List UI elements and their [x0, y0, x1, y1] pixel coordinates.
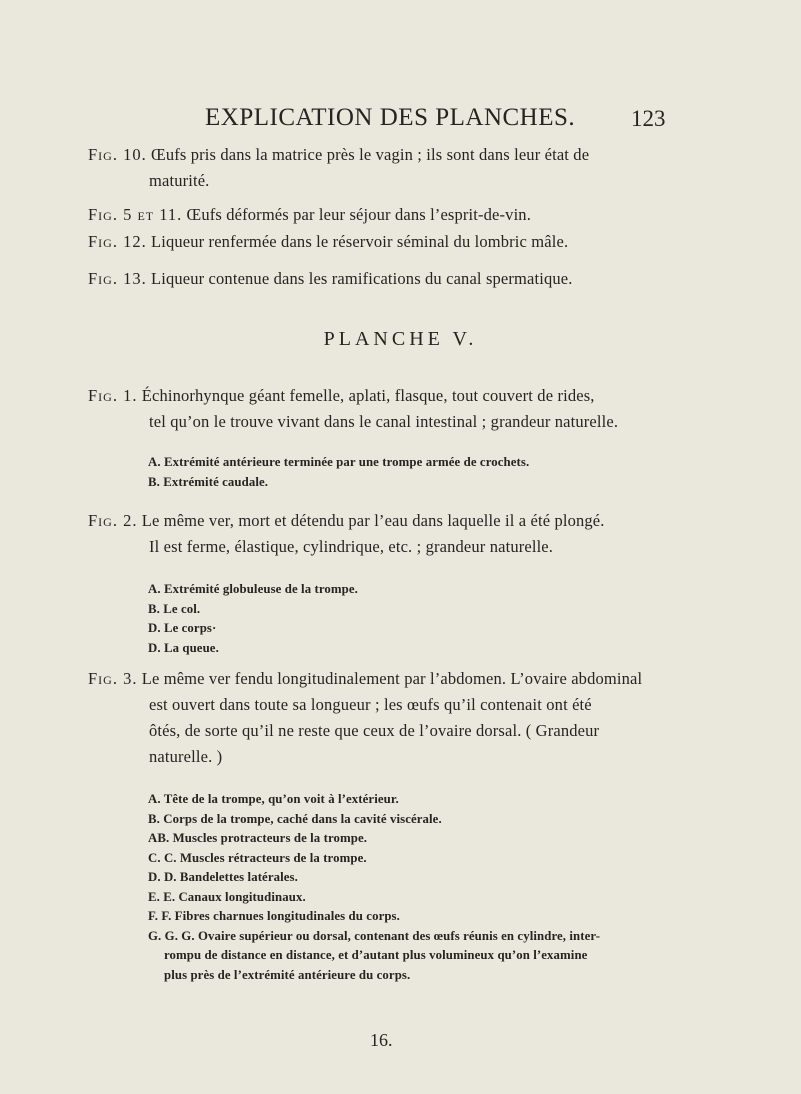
- fig-text-line: ôtés, de sorte qu’il ne reste que ceux de l’ovaire dorsal. ( Grandeur: [149, 721, 600, 740]
- legend-item: F. F. Fibres charnues longitudinales du corps.: [148, 909, 400, 923]
- fig-text-line: maturité.: [149, 171, 210, 190]
- fig-text-line: Le même ver fendu longitudinalement par l’abdomen. L’ovaire abdominal: [141, 669, 643, 688]
- legend-item: E. E. Canaux longitudinaux.: [148, 889, 306, 904]
- plate-fig-3-legend: [148, 790, 708, 985]
- legend-item: A. Extrémité globuleuse de la trompe.: [148, 582, 358, 596]
- legend-item: AB. Muscles protracteurs de la trompe.: [148, 831, 368, 845]
- legend-item: D. La queue.: [148, 640, 219, 655]
- fig-label: Fig. 12.: [88, 232, 147, 251]
- fig-text-line: Liqueur contenue dans les ramifications du canal spermatique.: [151, 269, 573, 288]
- legend-item: B. Corps de la trompe, caché dans la cavité viscérale.: [148, 811, 442, 826]
- plate-fig-2-caption: [88, 508, 688, 560]
- fig-label: Fig. 10.: [88, 145, 147, 164]
- legend-item-continuation: plus près de l’extrémité antérieure du corps.: [164, 967, 411, 982]
- fig-text-line: est ouvert dans toute sa longueur ; les œufs qu’il contenait ont été: [149, 695, 592, 714]
- plate-fig-2-legend: [148, 580, 708, 658]
- legend-item: C. C. Muscles rétracteurs de la trompe.: [148, 850, 367, 865]
- plate-fig-1-caption: [88, 383, 688, 435]
- section-title: PLANCHE V.: [323, 328, 478, 350]
- fig-13-caption: [88, 266, 688, 292]
- fig-10-caption: [88, 142, 688, 194]
- fig-label: Fig. 5 et 11.: [88, 205, 183, 224]
- fig-text-line: naturelle. ): [149, 747, 223, 766]
- legend-item: B. Le col.: [148, 601, 201, 616]
- legend-item: G. G. G. Ovaire supérieur ou dorsal, contenant des œufs réunis en cylindre, inter-: [148, 928, 601, 943]
- fig-label: Fig. 13.: [88, 269, 147, 288]
- running-head: EXPLICATION DES PLANCHES.: [205, 104, 576, 131]
- fig-text-line: Œufs pris dans la matrice près le vagin ; ils sont dans leur état de: [151, 145, 590, 164]
- fig-5-11-caption: [88, 202, 688, 228]
- page-number: 123: [631, 106, 666, 131]
- fig-text-line: Œufs déformés par leur séjour dans l’esprit-de-vin.: [186, 205, 531, 224]
- legend-item: A. Tête de la trompe, qu’on voit à l’extérieur.: [148, 792, 399, 806]
- legend-item: B. Extrémité caudale.: [148, 474, 269, 489]
- legend-item: D. D. Bandelettes latérales.: [148, 870, 298, 884]
- plate-fig-3-caption: [88, 666, 688, 770]
- signature-mark: 16.: [370, 1030, 393, 1050]
- fig-text-line: Le même ver, mort et détendu par l’eau dans laquelle il a été plongé.: [141, 511, 605, 530]
- legend-item: A. Extrémité antérieure terminée par une trompe armée de crochets.: [148, 455, 530, 469]
- fig-label: Fig. 1.: [88, 386, 138, 405]
- fig-text-line: tel qu’on le trouve vivant dans le canal intestinal ; grandeur naturelle.: [149, 412, 619, 431]
- fig-text-line: Échinorhynque géant femelle, aplati, flasque, tout couvert de rides,: [141, 386, 595, 405]
- fig-text-line: Liqueur renfermée dans le réservoir séminal du lombric mâle.: [151, 232, 569, 251]
- fig-text-line: Il est ferme, élastique, cylindrique, etc. ; grandeur naturelle.: [149, 537, 554, 556]
- legend-item-continuation: rompu de distance en distance, et d’autant plus volumineux qu’on l’examine: [164, 948, 588, 962]
- plate-fig-1-legend: [148, 453, 708, 492]
- fig-label: Fig. 2.: [88, 511, 138, 530]
- fig-label: Fig. 3.: [88, 669, 138, 688]
- legend-item: D. Le corps·: [148, 621, 217, 635]
- page-header: [0, 104, 801, 136]
- fig-12-caption: [88, 229, 688, 255]
